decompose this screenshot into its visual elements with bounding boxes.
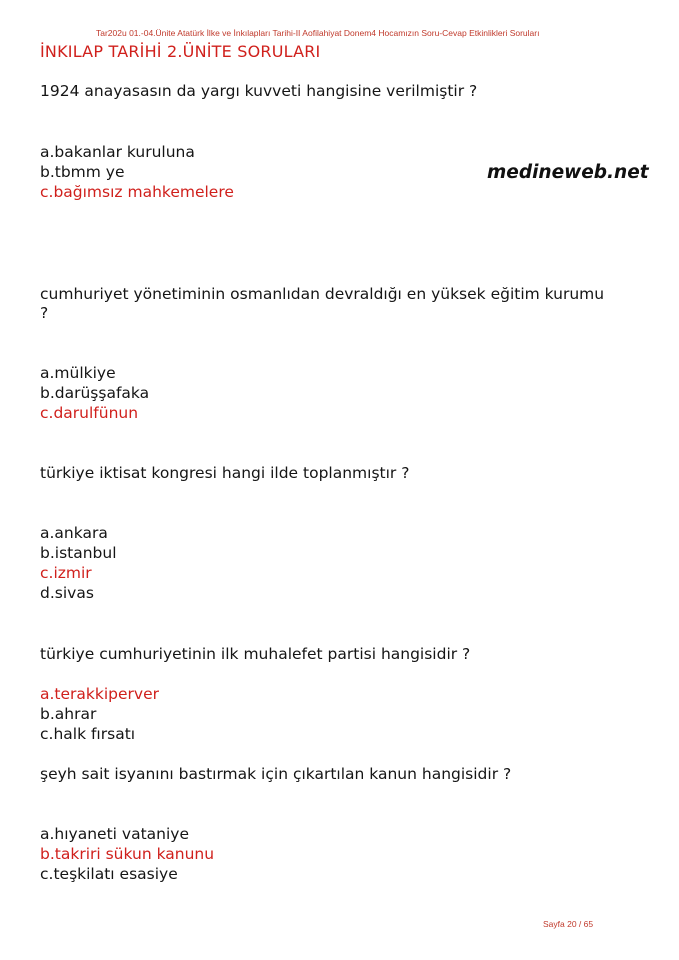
question-2-option-b: b.darüşşafaka bbox=[40, 384, 150, 402]
question-2-text-line2: ? bbox=[40, 304, 49, 322]
question-1-option-b: b.tbmm ye bbox=[40, 163, 125, 181]
question-4-text: türkiye cumhuriyetinin ilk muhalefet partisi hangisidir ? bbox=[40, 645, 471, 663]
document-header-note: Tar202u 01.-04.Ünite Atatürk İlke ve İnkılapları Tarihi-II Aofilahiyat Donem4 Hocamızın Soru-Cevap Etkinlikleri Soruları bbox=[96, 28, 540, 38]
question-2-option-c-answer: c.darulfünun bbox=[40, 404, 139, 422]
question-5-option-c: c.teşkilatı esasiye bbox=[40, 865, 178, 883]
question-3-option-d: d.sivas bbox=[40, 584, 94, 602]
question-3-option-b: b.istanbul bbox=[40, 544, 117, 562]
question-5-option-a: a.hıyaneti vataniye bbox=[40, 825, 189, 843]
question-2-text-line1: cumhuriyet yönetiminin osmanlıdan devraldığı en yüksek eğitim kurumu bbox=[40, 285, 605, 303]
page-title: İNKILAP TARİHİ 2.ÜNİTE SORULARI bbox=[40, 42, 321, 61]
question-4-option-a-answer: a.terakkiperver bbox=[40, 685, 159, 703]
question-2-option-a: a.mülkiye bbox=[40, 364, 116, 382]
page-number: Sayfa 20 / 65 bbox=[543, 919, 594, 929]
question-3-option-a: a.ankara bbox=[40, 524, 108, 542]
question-3-text: türkiye iktisat kongresi hangi ilde toplanmıştır ? bbox=[40, 464, 410, 482]
question-5-text: şeyh sait isyanını bastırmak için çıkartılan kanun hangisidir ? bbox=[40, 765, 512, 783]
question-1-text: 1924 anayasasın da yargı kuvveti hangisine verilmiştir ? bbox=[40, 82, 478, 100]
question-4-option-c: c.halk fırsatı bbox=[40, 725, 136, 743]
site-watermark: medineweb.net bbox=[487, 162, 649, 183]
question-4-option-b: b.ahrar bbox=[40, 705, 97, 723]
question-5-option-b-answer: b.takriri sükun kanunu bbox=[40, 845, 215, 863]
question-3-option-c-answer: c.izmir bbox=[40, 564, 92, 582]
question-1-option-a: a.bakanlar kuruluna bbox=[40, 143, 195, 161]
question-1-option-c-answer: c.bağımsız mahkemelere bbox=[40, 183, 234, 201]
